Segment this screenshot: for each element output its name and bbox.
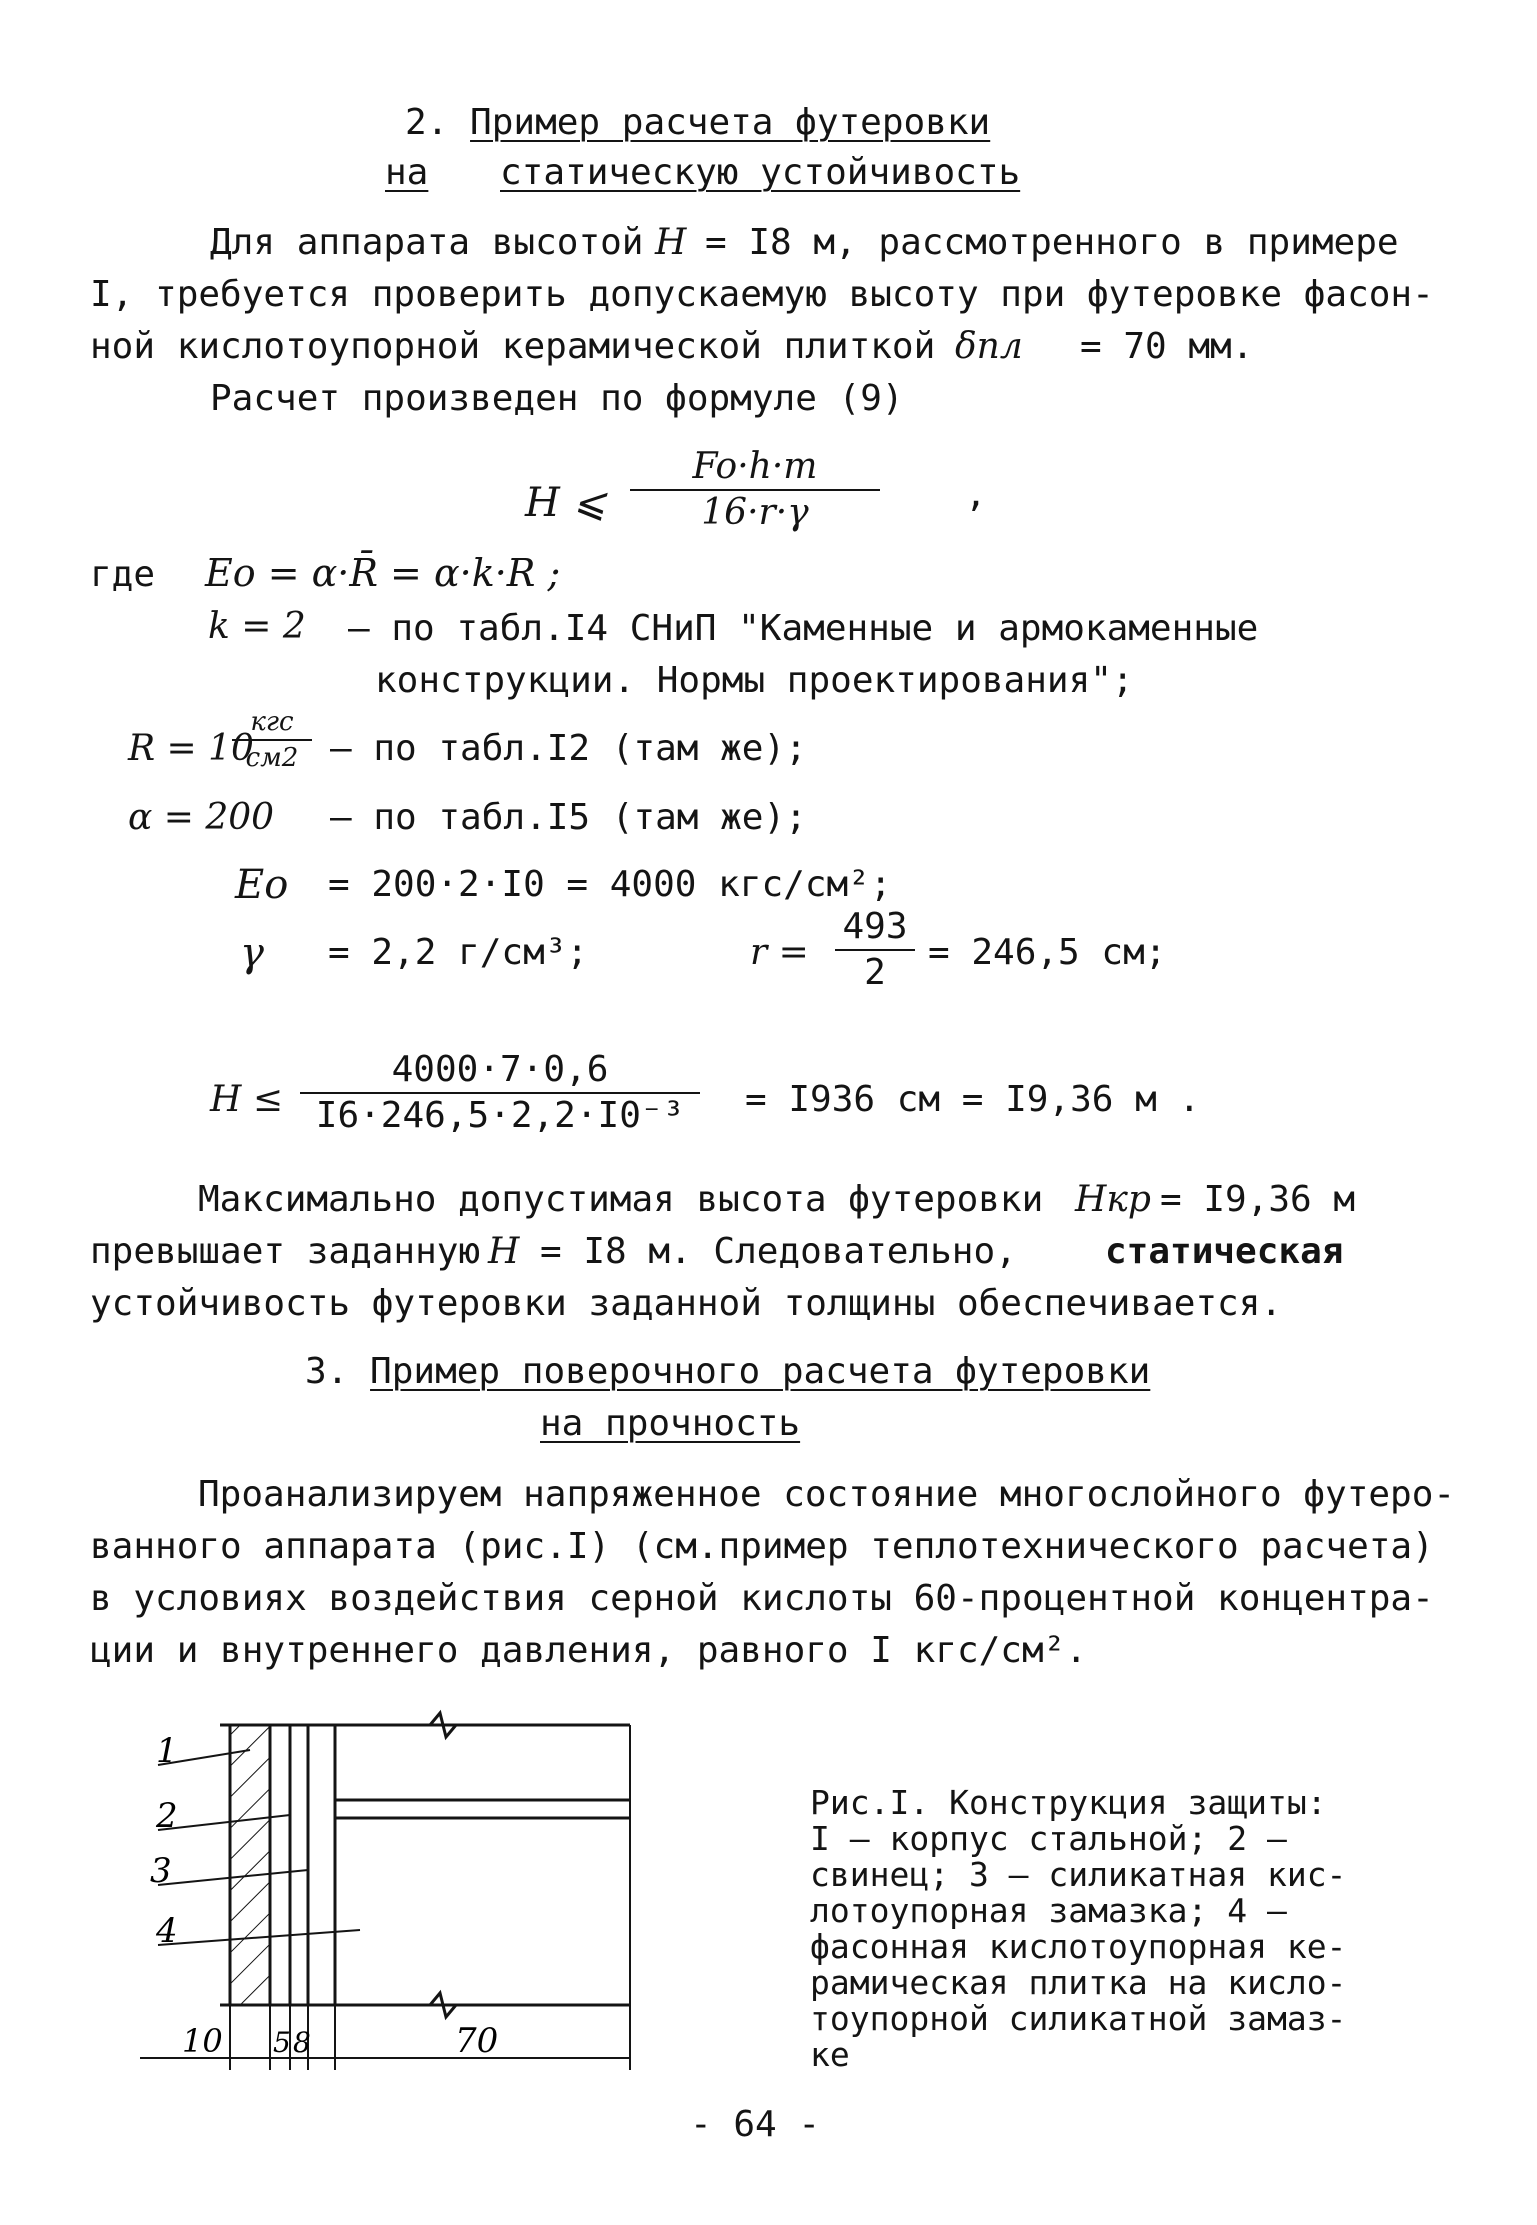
para3-line3: в условиях воздействия серной кислоты 60-процентной концентра- bbox=[90, 1578, 1434, 1619]
para2-line1-b: = I9,36 м bbox=[1160, 1179, 1356, 1220]
where-eo-symbol: Eo bbox=[235, 862, 289, 908]
where-gamma-text: = 2,2 г/см³; bbox=[328, 932, 589, 973]
section3-number: 3. bbox=[305, 1351, 349, 1392]
section2-title-text: Пример расчета футеровки bbox=[470, 102, 991, 143]
section2-title-line2-b: статическую устойчивость bbox=[500, 152, 1021, 193]
result-rhs: = I936 см = I9,36 м . bbox=[745, 1079, 1201, 1120]
where-label: где bbox=[90, 554, 156, 595]
result-fraction bbox=[300, 1048, 700, 1138]
where-r-unit-fraction bbox=[232, 705, 312, 775]
section3-title-text: Пример поверочного расчета футеровки bbox=[370, 1351, 1151, 1392]
where-gamma-symbol: γ bbox=[240, 930, 264, 976]
page-number: - 64 - bbox=[690, 2104, 821, 2145]
formula9-numerator: Fo·h·m bbox=[630, 445, 880, 491]
para1-line1-h: H bbox=[655, 222, 687, 263]
section2-title-line1 bbox=[405, 98, 990, 148]
where-k-symbol: k = 2 bbox=[208, 606, 306, 647]
where-r-symbol: R = 10 bbox=[128, 728, 254, 769]
where-eo-equation: Eo = α·R̄ = α·k·R ; bbox=[205, 551, 561, 595]
steel-shell-layer bbox=[230, 1725, 270, 2005]
para2-line1-a: Максимально допустимая высота футеровки bbox=[198, 1179, 1044, 1220]
dim-5: 5 bbox=[273, 2026, 291, 2059]
label-4: 4 bbox=[156, 1911, 178, 1951]
figure1-caption: Рис.I. Конструкция защиты: I – корпус стальной; 2 – свинец; 3 – силикатная кис- лотоупорная замазка; 4 – фасонная кислотоупорная ке- рамическая плитка на кисло- тоупорной силикатной замаз- ке bbox=[810, 1783, 1347, 2074]
label-3: 3 bbox=[150, 1851, 172, 1891]
para1-line2: I, требуется проверить допускаемую высоту при футеровке фасон- bbox=[90, 274, 1434, 315]
label-1: 1 bbox=[156, 1731, 178, 1771]
result-denominator: I6·246,5·2,2·I0⁻³ bbox=[315, 1095, 685, 1136]
formula9-fraction bbox=[630, 445, 880, 535]
result-numerator: 4000·7·0,6 bbox=[300, 1048, 700, 1094]
para2-line2-symbol: H bbox=[488, 1231, 520, 1272]
where-k-text2: конструкции. Нормы проектирования"; bbox=[375, 660, 1134, 701]
para3-line4: ции и внутреннего давления, равного I кгс/см². bbox=[90, 1630, 1087, 1671]
section2-number: 2. bbox=[405, 102, 449, 143]
result-lhs: H ≤ bbox=[210, 1079, 284, 1120]
para2-line1-symbol: Hкр bbox=[1075, 1179, 1151, 1220]
para3-line1: Проанализируем напряженное состояние многослойного футеро- bbox=[198, 1474, 1456, 1515]
para3-line2: ванного аппарата (рис.I) (см.пример теплотехнического расчета) bbox=[90, 1526, 1434, 1567]
label-2: 2 bbox=[156, 1796, 178, 1836]
section3-title-line1 bbox=[305, 1347, 1150, 1397]
where-r-text: – по табл.I2 (там же); bbox=[330, 728, 807, 769]
para2-line2-c: статическая bbox=[1105, 1231, 1344, 1272]
para1-line1-b: = I8 м, рассмотренного в примере bbox=[705, 222, 1399, 263]
para1-line3-a: ной кислотоупорной керамической плиткой bbox=[90, 326, 936, 367]
para2-line2-a: превышает заданную bbox=[90, 1231, 481, 1272]
section2-title-line2-a: на bbox=[385, 152, 429, 193]
dim-10: 10 bbox=[182, 2022, 223, 2060]
where-k-text1: – по табл.I4 СНиП "Каменные и армокаменные bbox=[348, 608, 1259, 649]
where-radius-num: 493 bbox=[835, 905, 915, 951]
where-r-unit-den: см2 bbox=[245, 743, 299, 773]
para2-line2-b: = I8 м. Следовательно, bbox=[540, 1231, 1017, 1272]
para1-line3-symbol: δпл bbox=[955, 326, 1023, 367]
para1-line3-b: = 70 мм. bbox=[1080, 326, 1254, 367]
figure1-drawing bbox=[140, 1700, 660, 2080]
where-eo-text: = 200·2·I0 = 4000 кгс/см²; bbox=[328, 864, 892, 905]
formula9-lhs: H ⩽ bbox=[525, 480, 607, 526]
dim-70: 70 bbox=[455, 2021, 499, 2061]
formula9-comma: , bbox=[965, 474, 987, 515]
section3-title-line2: на прочность bbox=[540, 1403, 801, 1444]
dim-8: 8 bbox=[293, 2026, 311, 2059]
where-alpha-symbol: α = 200 bbox=[128, 797, 275, 838]
where-r-unit-num: кгс bbox=[232, 705, 312, 741]
where-radius-fraction bbox=[835, 905, 915, 995]
para1-line4: Расчет произведен по формуле (9) bbox=[210, 378, 904, 419]
formula9-denominator: 16·r·γ bbox=[701, 492, 809, 533]
where-radius-symbol: r = bbox=[750, 932, 809, 973]
para2-line3: устойчивость футеровки заданной толщины обеспечивается. bbox=[90, 1283, 1283, 1324]
para1-line1-a: Для аппарата высотой bbox=[210, 222, 644, 263]
where-radius-den: 2 bbox=[864, 952, 886, 993]
where-alpha-text: – по табл.I5 (там же); bbox=[330, 797, 807, 838]
where-radius-text: = 246,5 см; bbox=[928, 932, 1167, 973]
